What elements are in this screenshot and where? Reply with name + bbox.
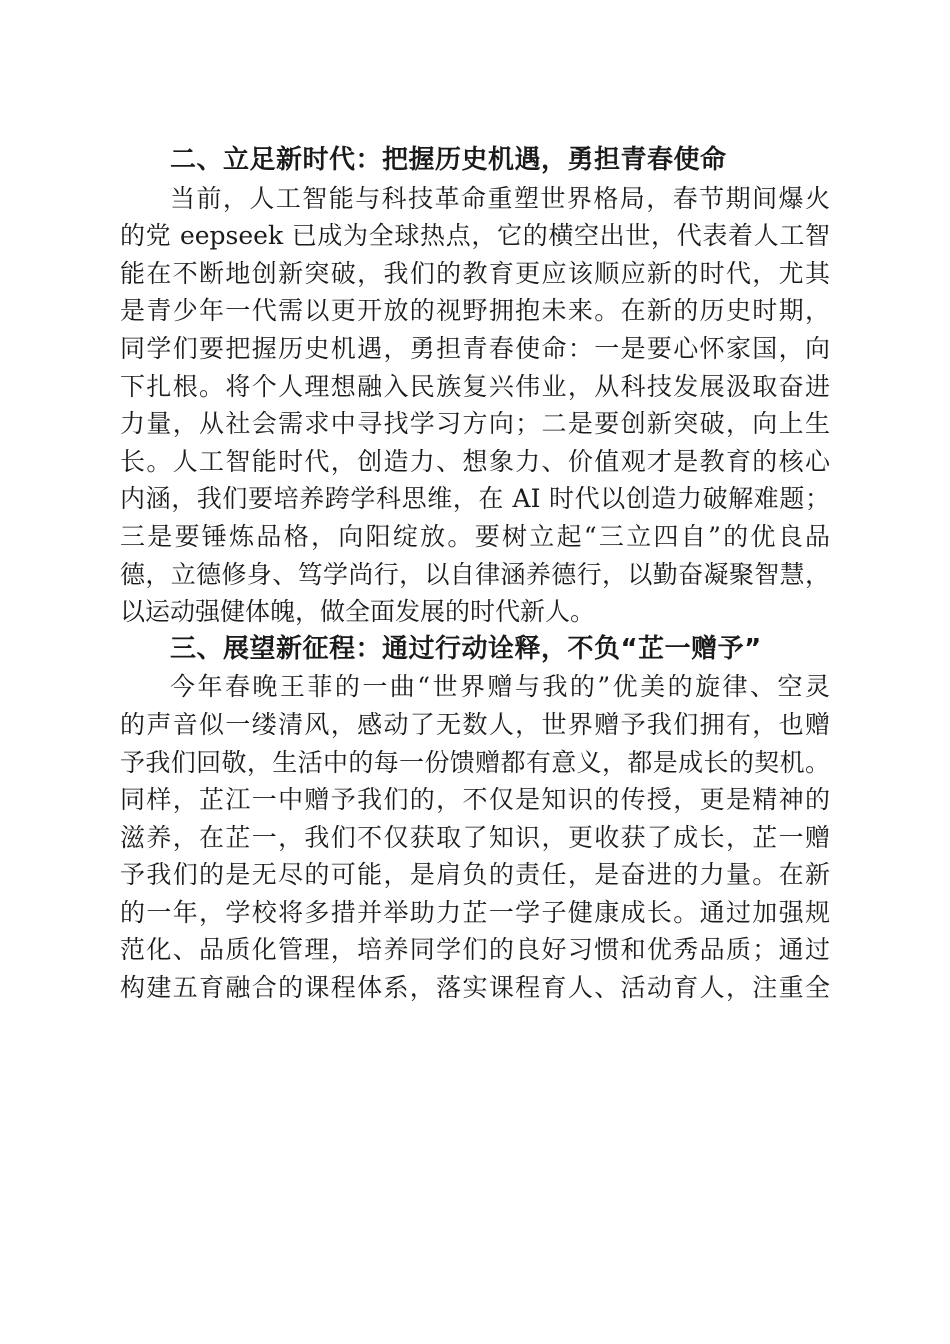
paragraph-line: 当前，人工智能与科技革命重塑世界格局，春节期间爆火 [170, 183, 830, 213]
paragraph-line: 是青少年一代需以更开放的视野拥抱未来。在新的历史时期， [120, 296, 830, 326]
paragraph-line: 的声音似一缕清风，感动了无数人，世界赠予我们拥有，也赠 [120, 709, 830, 739]
paragraph-line: 长。人工智能时代，创造力、想象力、价值观才是教育的核心 [120, 446, 830, 476]
section-3-paragraph [120, 668, 830, 1006]
paragraph-line: 滋养，在芷一，我们不仅获取了知识，更收获了成长，芷一赠 [120, 822, 830, 852]
section-3-heading: 三、展望新征程：通过行动诠释，不负“芷一赠予” [170, 633, 762, 664]
paragraph-line: 的党 eepseek 已成为全球热点，它的横空出世，代表着人工智 [120, 221, 830, 251]
paragraph-line: 同学们要把握历史机遇，勇担青春使命：一是要心怀家国，向 [120, 333, 830, 363]
paragraph-line: 内涵，我们要培养跨学科思维，在 AI 时代以创造力破解难题； [120, 484, 830, 514]
paragraph-line: 力量，从社会需求中寻找学习方向；二是要创新突破，向上生 [120, 409, 830, 439]
paragraph-line: 以运动强健体魄，做全面发展的时代新人。 [120, 597, 596, 627]
section-2-heading: 二、立足新时代：把握历史机遇，勇担青春使命 [170, 145, 727, 175]
paragraph-line: 三是要锤炼品格，向阳绽放。要树立起“三立四自”的优良品 [120, 521, 830, 551]
section-2-paragraph [120, 180, 830, 631]
paragraph-line: 予我们的是无尽的可能，是肩负的责任，是奋进的力量。在新 [120, 860, 830, 890]
paragraph-line: 下扎根。将个人理想融入民族复兴伟业，从科技发展汲取奋进 [120, 371, 830, 401]
paragraph-line: 能在不断地创新突破，我们的教育更应该顺应新的时代，尤其 [120, 258, 830, 288]
paragraph-line: 范化、品质化管理，培养同学们的良好习惯和优秀品质；通过 [120, 935, 830, 965]
paragraph-line: 构建五育融合的课程体系，落实课程育人、活动育人，注重全 [120, 973, 830, 1003]
paragraph-line: 今年春晚王菲的一曲“世界赠与我的”优美的旋律、空灵 [170, 672, 830, 702]
paragraph-line: 的一年，学校将多措并举助力芷一学子健康成长。通过加强规 [120, 897, 830, 927]
paragraph-line: 同样，芷江一中赠予我们的，不仅是知识的传授，更是精神的 [120, 785, 830, 815]
paragraph-line: 予我们回敬，生活中的每一份馈赠都有意义，都是成长的契机。 [120, 747, 830, 777]
paragraph-line: 德，立德修身、笃学尚行，以自律涵养德行，以勤奋凝聚智慧， [120, 559, 830, 589]
document-body [120, 142, 830, 1007]
